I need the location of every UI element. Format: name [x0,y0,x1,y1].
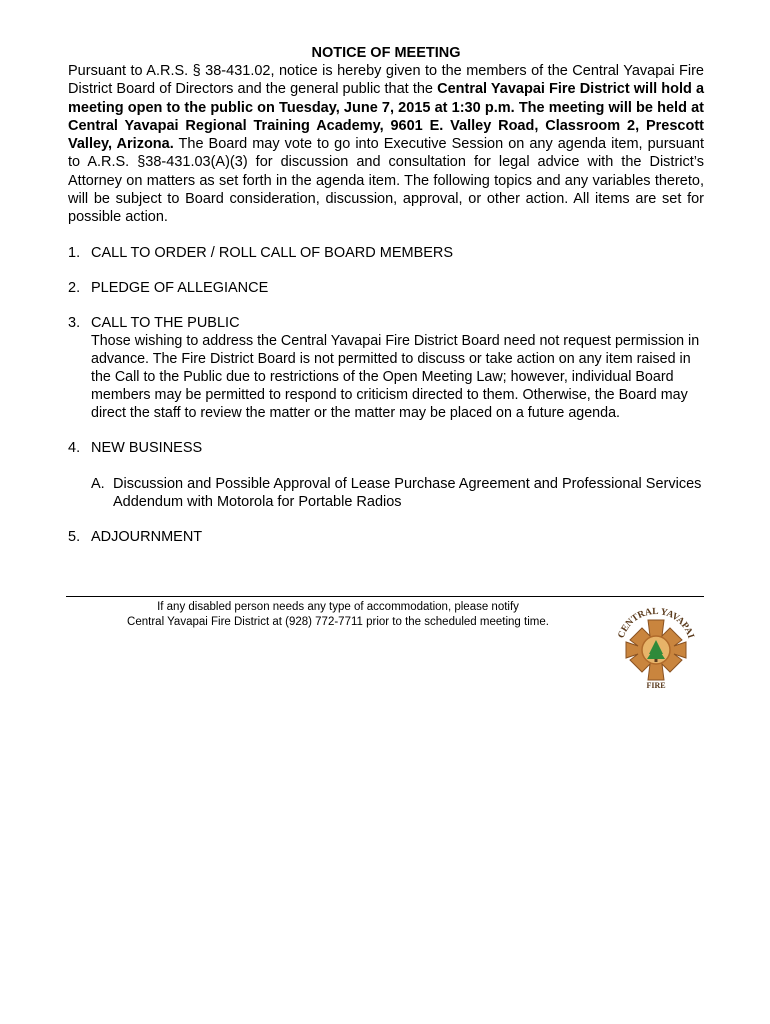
intro-text-end: The Board may vote to go into Executive Session on any agenda item, pursuant to A.R.S. §38-431.03(A)(3) for discussion and consultation for legal advice with the District’s Attorney on matters as set forth in the agenda item. The following topics and any variables thereto, will be subject to Board consideration, discussion, approval, or other action. All items are set for possible action. [68,136,704,226]
seal-arc-text: CENTRAL YAVAPAI [616,606,696,640]
fire-district-seal-icon [608,596,704,692]
intro-paragraph [68,62,704,227]
agenda-item-pledge [68,279,704,297]
agenda-item-number: 4. [68,439,81,456]
accommodation-footnote [68,600,608,630]
intro-text-start: Pursuant to A.R.S. § 38-431.02, notice is hereby given to the members of the Central Yavapai Fire District Board of Directors and the general public that the [68,63,704,98]
seal-bottom-text: FIRE [646,681,666,690]
agenda-item-number: 2. [68,279,81,296]
agenda-item-number: 5. [68,528,81,545]
agenda-item-call-to-order [68,244,704,262]
agenda-subitem [91,475,704,511]
agenda-item-number: 3. [68,314,81,331]
agenda-item-label: CALL TO THE PUBLIC [91,314,240,331]
agenda-subitem-letter: A. [91,475,105,492]
agenda-item-label: ADJOURNMENT [91,528,203,545]
agenda-item-description: Those wishing to address the Central Yavapai Fire District Board need not request permission in advance. The Fire District Board is not permitted to discuss or take action on any item raised in the Call to the Public due to restrictions of the Open Meeting Law; however, individual Board members may be permitted to respond to criticism directed to them. Otherwise, the Board may direct the staff to review the matter or the matter may be placed on a future agenda. [91,332,700,421]
footnote-line: Central Yavapai Fire District at (928) 772-7711 prior to the scheduled meeting time. [127,616,549,628]
footnote-line: If any disabled person needs any type of accommodation, please notify [157,601,519,613]
agenda-item-new-business [68,439,704,511]
agenda-item-label: CALL TO ORDER / ROLL CALL OF BOARD MEMBERS [91,244,454,261]
notice-document [68,44,704,546]
agenda-item-label: PLEDGE OF ALLEGIANCE [91,279,269,296]
agenda-list [68,244,704,546]
agenda-item-call-to-public [68,314,704,422]
page-title: NOTICE OF MEETING [311,45,461,61]
agenda-item-number: 1. [68,244,81,261]
agenda-item-adjournment [68,528,704,546]
intro-bold-meeting-details: Central Yavapai Fire District will hold a meeting open to the public on Tuesday, June 7, 2015 at 1:30 p.m. The meeting will be held at Central Yavapai Regional Training Academy, 9601 E. Valley Road, Classroom 2, Prescott Valley, Arizona. [68,81,705,153]
agenda-subitem-text: Discussion and Possible Approval of Lease Purchase Agreement and Professional Services Addendum with Motorola for Portable Radios [113,475,702,510]
agenda-item-label: NEW BUSINESS [91,439,203,456]
